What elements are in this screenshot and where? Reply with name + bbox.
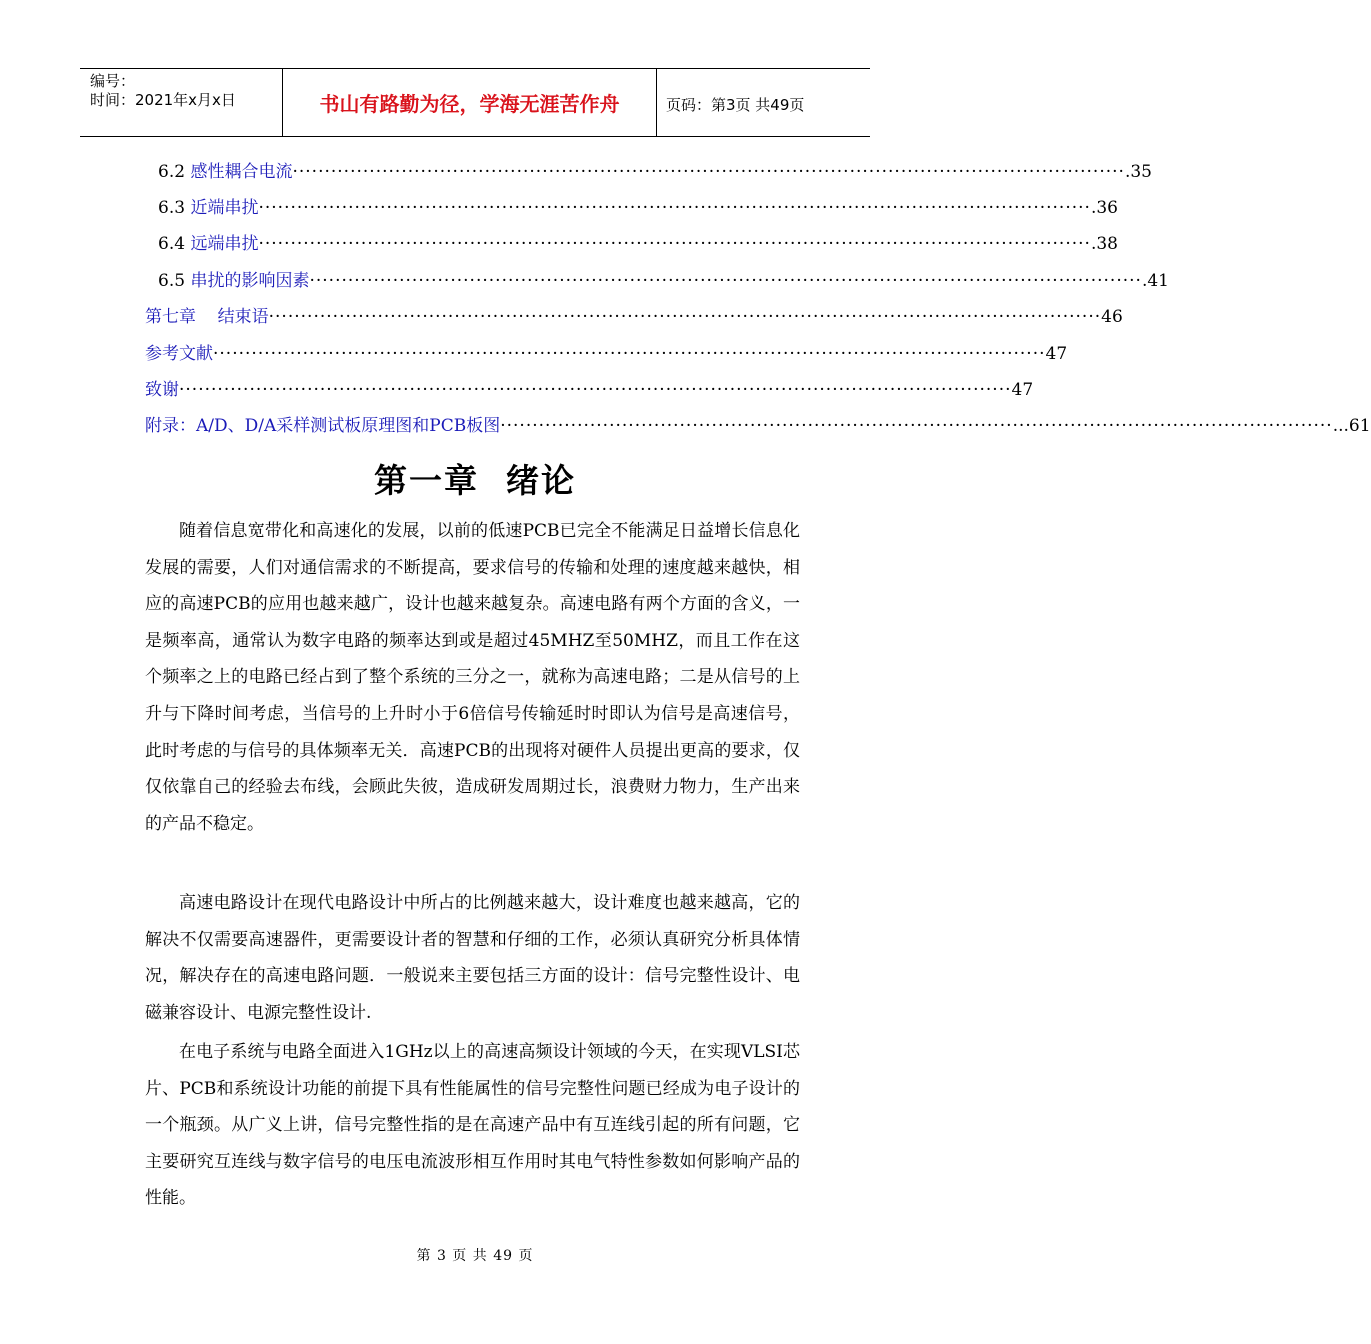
toc-leader-dots: ·································································································································· xyxy=(268,307,1102,327)
toc-entry-title[interactable]: 远端串扰 xyxy=(190,234,259,254)
toc-entry-page: .38 xyxy=(1090,234,1118,254)
toc-entry-page: ...61 xyxy=(1332,416,1371,436)
toc-entry-title[interactable]: 串扰的影响因素 xyxy=(190,271,310,291)
toc-entry-title[interactable]: 附录：A/D、D/A采样测试板原理图和PCB板图 xyxy=(145,416,501,436)
toc-leader-dots: ·································································································································· xyxy=(258,234,1091,254)
toc-leader-dots: ·································································································································· xyxy=(258,198,1091,218)
document-time-label: 时间：2021年x月x日 xyxy=(90,91,236,109)
toc-entry[interactable] xyxy=(158,269,1169,293)
toc-leader-dots: ·································································································································· xyxy=(500,416,1333,436)
chapter-title: 第一章 绪论 xyxy=(374,461,576,500)
toc-entry-page: 47 xyxy=(1011,380,1034,400)
body-paragraph: 在电子系统与电路全面进入1GHz以上的高速高频设计领域的今天，在实现VLSI芯片、PCB和系统设计功能的前提下具有性能属性的信号完整性问题已经成为电子设计的一个瓶颈。从广义上讲，信号完整性指的是在高速产品中有互连线引起的所有问题，它主要研究互连线与数字信号的电压电流波形相互作用时其电气特性参数如何影响产品的性能。 xyxy=(145,1042,800,1209)
toc-entry[interactable] xyxy=(145,305,1123,329)
toc-entry-number: 6.3 xyxy=(158,198,186,218)
toc-leader-dots: ·································································································································· xyxy=(213,344,1046,364)
document-number-label: 编号： xyxy=(90,72,136,90)
toc-entry-page: 47 xyxy=(1045,344,1068,364)
toc-entry-title[interactable]: 致谢 xyxy=(145,380,179,400)
header-motto: 书山有路勤为径，学海无涯苦作舟 xyxy=(283,69,657,136)
toc-entry[interactable] xyxy=(158,232,1118,256)
toc-entry-page: 46 xyxy=(1101,307,1123,327)
toc-entry-page: .41 xyxy=(1141,271,1169,291)
toc-leader-dots: ·································································································································· xyxy=(292,162,1125,182)
toc-leader-dots: ·································································································································· xyxy=(309,271,1142,291)
toc-entry[interactable] xyxy=(158,196,1118,220)
toc-entry-title[interactable]: 第七章 结束语 xyxy=(145,307,269,327)
toc-entry[interactable] xyxy=(145,342,1068,366)
page-footer: 第 3 页 共 49 页 xyxy=(416,1248,534,1264)
toc-entry-title[interactable]: 参考文献 xyxy=(145,344,213,364)
body-paragraph: 随着信息宽带化和高速化的发展，以前的低速PCB已完全不能满足日益增长信息化发展的需要，人们对通信需求的不断提高，要求信号的传输和处理的速度越来越快，相应的高速PCB的应用也越来越广，设计也越来越复杂。高速电路有两个方面的含义，一是频率高，通常认为数字电路的频率达到或是超过45MHZ至50MHZ，而且工作在这个频率之上的电路已经占到了整个系统的三分之一，就称为高速电路；二是从信号的上升与下降时间考虑，当信号的上升时小于6倍信号传输延时时即认为信号是高速信号，此时考虑的与信号的具体频率无关．高速PCB的出现将对硬件人员提出更高的要求，仅仅依靠自己的经验去布线，会顾此失彼，造成研发周期过长，浪费财力物力，生产出来的产品不稳定。 xyxy=(145,521,800,834)
body-paragraph: 高速电路设计在现代电路设计中所占的比例越来越大，设计难度也越来越高，它的解决不仅需要高速器件，更需要设计者的智慧和仔细的工作，必须认真研究分析具体情况，解决存在的高速电路问题．一般说来主要包括三方面的设计：信号完整性设计、电磁兼容设计、电源完整性设计. xyxy=(145,893,800,1023)
toc-entry-number: 6.5 xyxy=(158,271,186,291)
header-meta-cell xyxy=(80,69,283,136)
toc-entry-page: .36 xyxy=(1090,198,1118,218)
toc-entry-number: 6.2 xyxy=(158,162,186,182)
toc-leader-dots: ·································································································································· xyxy=(179,380,1012,400)
toc-entry-page: .35 xyxy=(1124,162,1152,182)
toc-entry[interactable] xyxy=(158,160,1152,184)
toc-entry-number: 6.4 xyxy=(158,234,186,254)
toc-entry-title[interactable]: 近端串扰 xyxy=(190,198,259,218)
page-header xyxy=(80,68,870,137)
header-page-label: 页码：第3页 共49页 xyxy=(666,96,805,114)
toc-entry[interactable] xyxy=(145,378,1034,402)
toc-entry-title[interactable]: 感性耦合电流 xyxy=(190,162,293,182)
toc-entry[interactable] xyxy=(145,414,1371,438)
